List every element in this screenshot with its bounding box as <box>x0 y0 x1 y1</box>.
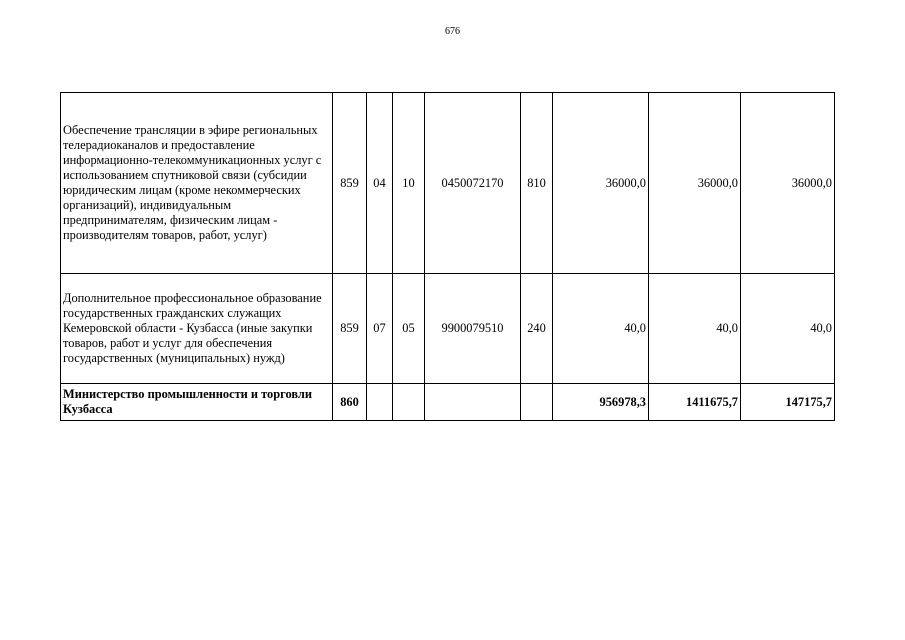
amount-cell-2: 36000,0 <box>649 93 741 274</box>
row-name-cell: Дополнительное профессиональное образование государственных гражданских служащих Кемеровской области - Кузбасса (иные закупки товаров, работ и услуг для обеспечения государственных (муниципальных) нужд) <box>61 274 333 384</box>
amount-cell-2: 40,0 <box>649 274 741 384</box>
subsection-code-cell: 10 <box>393 93 425 274</box>
target-article-cell: 0450072170 <box>425 93 521 274</box>
table-row <box>61 274 835 384</box>
ministry-code-cell: 859 <box>333 274 367 384</box>
amount-cell-1: 956978,3 <box>553 384 649 421</box>
amount-cell-1: 40,0 <box>553 274 649 384</box>
section-code-cell: 04 <box>367 93 393 274</box>
table-row <box>61 384 835 421</box>
subsection-code-cell: 05 <box>393 274 425 384</box>
page-number: 676 <box>445 26 460 37</box>
target-article-cell: 9900079510 <box>425 274 521 384</box>
amount-cell-3: 40,0 <box>741 274 835 384</box>
ministry-code-cell: 859 <box>333 93 367 274</box>
expense-type-cell <box>521 384 553 421</box>
row-name-cell: Обеспечение трансляции в эфире региональных телерадиоканалов и предоставление информационно-телекоммуникационных услуг с использованием спутниковой связи (субсидии юридическим лицам (кроме некоммерческих организаций), индивидуальным предпринимателям, физическим лицам - производителям товаров, работ, услуг) <box>61 93 333 274</box>
amount-cell-1: 36000,0 <box>553 93 649 274</box>
expense-type-cell: 810 <box>521 93 553 274</box>
target-article-cell <box>425 384 521 421</box>
table-row <box>61 93 835 274</box>
row-name-cell: Министерство промышленности и торговли Кузбасса <box>61 384 333 421</box>
amount-cell-3: 36000,0 <box>741 93 835 274</box>
amount-cell-3: 147175,7 <box>741 384 835 421</box>
section-code-cell: 07 <box>367 274 393 384</box>
expense-type-cell: 240 <box>521 274 553 384</box>
subsection-code-cell <box>393 384 425 421</box>
budget-table <box>60 92 835 421</box>
ministry-code-cell: 860 <box>333 384 367 421</box>
amount-cell-2: 1411675,7 <box>649 384 741 421</box>
section-code-cell <box>367 384 393 421</box>
